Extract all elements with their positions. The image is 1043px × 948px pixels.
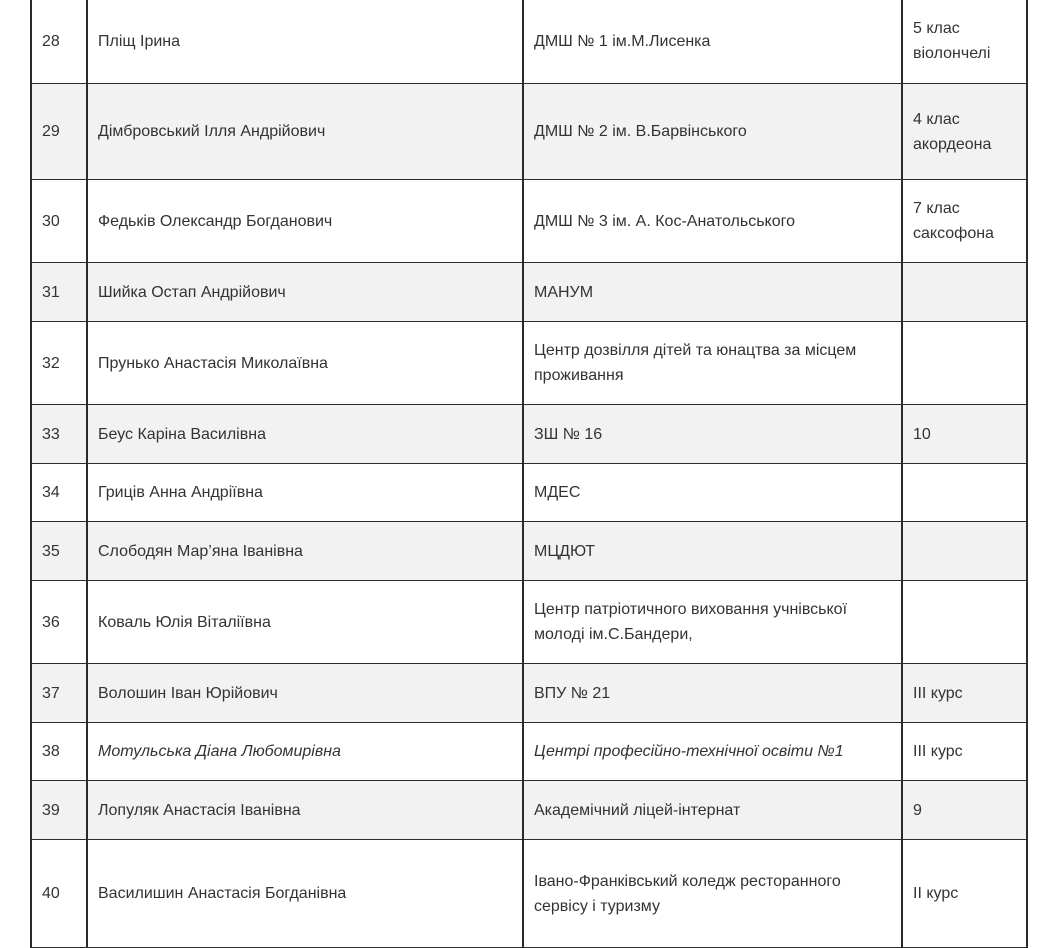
grade xyxy=(902,464,1027,522)
grade: 10 xyxy=(902,405,1027,464)
row-number: 28 xyxy=(31,0,87,84)
row-number: 34 xyxy=(31,464,87,522)
school-name: Івано-Франківський коледж ресторанного сервісу і туризму xyxy=(523,840,902,948)
row-number: 30 xyxy=(31,180,87,263)
participant-name: Дімбровський Ілля Андрійович xyxy=(87,84,523,180)
table-row xyxy=(31,723,1027,781)
participant-name: Беус Каріна Василівна xyxy=(87,405,523,464)
table-row xyxy=(31,464,1027,522)
participant-name: Волошин Іван Юрійович xyxy=(87,664,523,723)
table-row xyxy=(31,840,1027,948)
school-name: Центрі професійно-технічної освіти №1 xyxy=(523,723,902,781)
grade: 5 клас віолончелі xyxy=(902,0,1027,84)
row-number: 32 xyxy=(31,322,87,405)
table-row xyxy=(31,84,1027,180)
participants-table xyxy=(30,0,1028,948)
participant-name: Лопуляк Анастасія Іванівна xyxy=(87,781,523,840)
grade xyxy=(902,581,1027,664)
grade xyxy=(902,322,1027,405)
school-name: МДЕС xyxy=(523,464,902,522)
participant-name: Василишин Анастасія Богданівна xyxy=(87,840,523,948)
participant-name: Слободян Мар’яна Іванівна xyxy=(87,522,523,581)
participant-name: Гриців Анна Андріївна xyxy=(87,464,523,522)
table-row xyxy=(31,664,1027,723)
school-name: МАНУМ xyxy=(523,263,902,322)
row-number: 37 xyxy=(31,664,87,723)
table-row xyxy=(31,522,1027,581)
table-row xyxy=(31,263,1027,322)
school-name: Центр патріотичного виховання учнівської молоді ім.С.Бандери, xyxy=(523,581,902,664)
grade: ІІІ курс xyxy=(902,723,1027,781)
grade: ІІ курс xyxy=(902,840,1027,948)
school-name: ДМШ № 2 ім. В.Барвінського xyxy=(523,84,902,180)
participant-name: Шийка Остап Андрійович xyxy=(87,263,523,322)
row-number: 31 xyxy=(31,263,87,322)
row-number: 36 xyxy=(31,581,87,664)
school-name: ЗШ № 16 xyxy=(523,405,902,464)
grade xyxy=(902,522,1027,581)
table-row xyxy=(31,180,1027,263)
row-number: 39 xyxy=(31,781,87,840)
grade: 9 xyxy=(902,781,1027,840)
participant-name: Пліщ Ірина xyxy=(87,0,523,84)
grade xyxy=(902,263,1027,322)
table-row xyxy=(31,405,1027,464)
school-name: МЦДЮТ xyxy=(523,522,902,581)
row-number: 40 xyxy=(31,840,87,948)
grade: ІІІ курс xyxy=(902,664,1027,723)
row-number: 38 xyxy=(31,723,87,781)
grade: 4 клас акордеона xyxy=(902,84,1027,180)
row-number: 35 xyxy=(31,522,87,581)
table-row xyxy=(31,0,1027,84)
school-name: Академічний ліцей-інтернат xyxy=(523,781,902,840)
school-name: ВПУ № 21 xyxy=(523,664,902,723)
participant-name: Коваль Юлія Віталіївна xyxy=(87,581,523,664)
school-name: ДМШ № 1 ім.М.Лисенка xyxy=(523,0,902,84)
row-number: 33 xyxy=(31,405,87,464)
table-row xyxy=(31,781,1027,840)
school-name: ДМШ № 3 ім. А. Кос-Анатольського xyxy=(523,180,902,263)
table-row xyxy=(31,322,1027,405)
participant-name: Мотульська Діана Любомирівна xyxy=(87,723,523,781)
grade: 7 клас саксофона xyxy=(902,180,1027,263)
row-number: 29 xyxy=(31,84,87,180)
participant-name: Федьків Олександр Богданович xyxy=(87,180,523,263)
participant-name: Прунько Анастасія Миколаївна xyxy=(87,322,523,405)
table-row xyxy=(31,581,1027,664)
school-name: Центр дозвілля дітей та юнацтва за місцем проживання xyxy=(523,322,902,405)
